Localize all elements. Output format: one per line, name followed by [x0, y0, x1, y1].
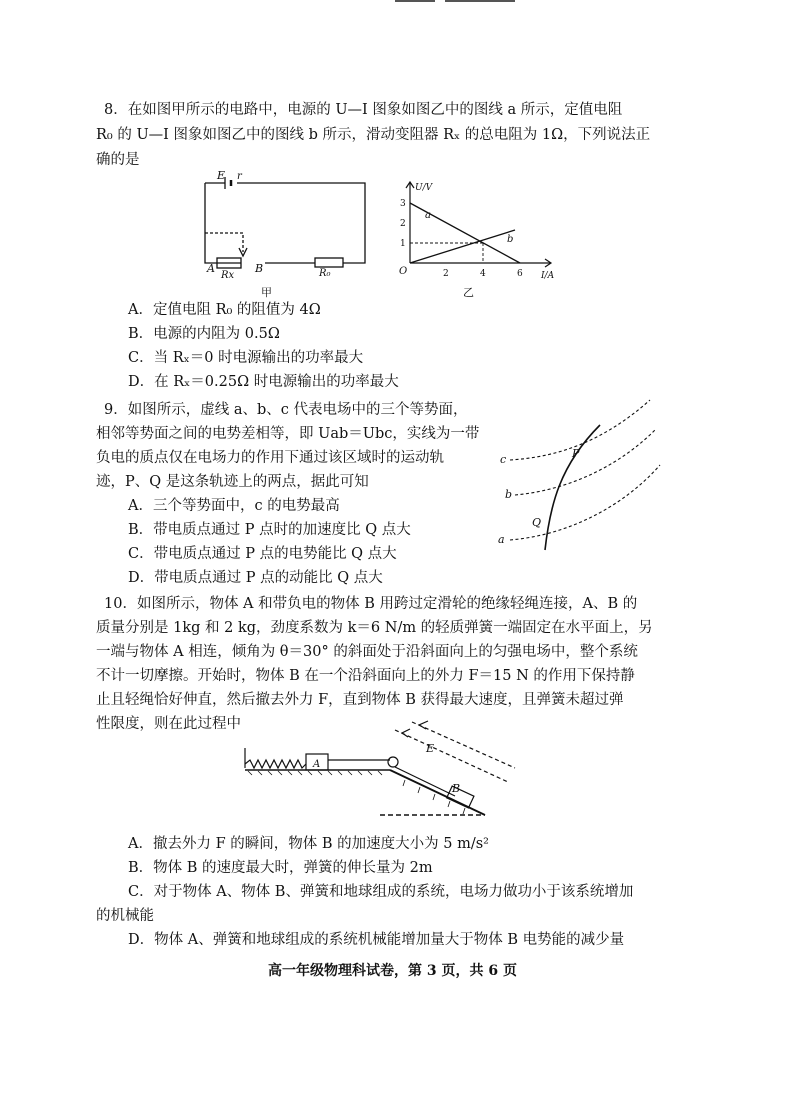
q10-option-d: D．物体 A、弹簧和地球组成的系统机械能增加量大于物体 B 电势能的减少量 [128, 932, 625, 948]
q10-stem-line-2: 质量分别是 1kg 和 2 kg，劲度系数为 k＝6 N/m 的轻质弹簧一端固定在水平面上，另 [96, 620, 653, 636]
q10-stem-line-3: 一端与物体 A 相连，倾角为 θ＝30° 的斜面处于沿斜面向上的匀强电场中，整个系统 [96, 644, 638, 660]
graph-origin: O [399, 266, 408, 277]
q9-option-d: D．带电质点通过 P 点的动能比 Q 点大 [128, 570, 383, 586]
q8-stem-line-2: R₀ 的 U—I 图象如图乙中的图线 b 所示，滑动变阻器 Rₓ 的总电阻为 1Ω，下列说法正 [96, 127, 651, 143]
q9-option-b: B．带电质点通过 P 点时的加速度比 Q 点大 [128, 522, 411, 538]
q10-stem-line-6: 性限度，则在此过程中 [96, 716, 241, 732]
q10-option-c-line-1: C．对于物体 A、物体 B、弹簧和地球组成的系统，电场力做功小于该系统增加 [128, 884, 634, 900]
q9-stem-line-1: 9．如图所示，虚线 a、b、c 代表电场中的三个等势面， [104, 402, 468, 418]
block-label-a: A [313, 759, 321, 770]
graph-xtick: 4 [480, 269, 486, 279]
circuit-label-a: A [207, 262, 215, 275]
circuit-label-b: B [255, 262, 264, 275]
scan-mark [445, 0, 515, 2]
surface-label-b: b [505, 488, 513, 501]
q9-stem-line-3: 负电的质点仅在电场力的作用下通过该区域时的运动轨 [96, 450, 444, 466]
block-label-b: B [452, 782, 461, 795]
graph-caption: 乙 [463, 286, 474, 299]
q8-option-c: C．当 Rₓ＝0 时电源输出的功率最大 [128, 350, 364, 366]
q8-stem-line-1: 8．在如图甲所示的电路中，电源的 U—I 图象如图乙中的图线 a 所示，定值电阻 [104, 102, 623, 118]
point-label-q: Q [532, 516, 542, 529]
graph-xtick: 2 [443, 269, 449, 279]
q9-stem-line-2: 相邻等势面之间的电势差相等，即 Uab＝Ubc，实线为一带 [96, 426, 480, 442]
graph-line-b-label: b [507, 234, 514, 245]
q10-option-a: A．撤去外力 F 的瞬间，物体 B 的加速度大小为 5 m/s² [128, 836, 489, 852]
graph-xlabel: I/A [541, 271, 555, 281]
q8-option-d: D．在 Rₓ＝0.25Ω 时电源输出的功率最大 [128, 374, 399, 390]
graph-line-a-label: a [425, 210, 431, 221]
circuit-caption: 甲 [261, 286, 272, 299]
graph-ylabel: U/V [415, 183, 433, 193]
point-label-p: P [572, 447, 580, 460]
q8-stem-line-3: 确的是 [96, 152, 140, 168]
q8-ui-graph [395, 178, 565, 298]
page-footer: 高一年级物理科试卷，第 3 页，共 6 页 [268, 963, 517, 979]
q9-equipotential-figure [490, 395, 670, 570]
q9-option-a: A．三个等势面中，c 的电势最高 [128, 498, 340, 514]
q10-stem-line-4: 不计一切摩擦。开始时，物体 B 在一个沿斜面向上的外力 F＝15 N 的作用下保持静 [96, 668, 635, 684]
surface-label-c: c [500, 453, 507, 466]
circuit-label-r: r [237, 171, 242, 182]
q9-option-c: C．带电质点通过 P 点的电势能比 Q 点大 [128, 546, 397, 562]
q8-circuit-diagram [195, 168, 395, 298]
graph-xtick: 6 [517, 269, 523, 279]
graph-ytick: 3 [400, 199, 406, 209]
field-label-e: E [426, 742, 435, 755]
circuit-label-rx: Rx [221, 270, 235, 281]
circuit-label-e: E [217, 169, 226, 182]
q8-option-a: A．定值电阻 R₀ 的阻值为 4Ω [128, 302, 321, 318]
q8-option-b: B．电源的内阻为 0.5Ω [128, 326, 280, 342]
q9-stem-line-4: 迹，P、Q 是这条轨迹上的两点，据此可知 [96, 474, 369, 490]
q10-option-c-line-2: 的机械能 [96, 908, 154, 924]
q10-stem-line-1: 10．如图所示，物体 A 和带负电的物体 B 用跨过定滑轮的绝缘轻绳连接，A、B 的 [104, 596, 638, 612]
graph-ytick: 2 [400, 219, 406, 229]
q10-stem-line-5: 止且轻绳恰好伸直，然后撤去外力 F，直到物体 B 获得最大速度，且弹簧未超过弹 [96, 692, 624, 708]
surface-label-a: a [498, 533, 505, 546]
scan-mark [395, 0, 435, 2]
circuit-label-r0: R₀ [319, 268, 331, 279]
q10-incline-figure [240, 720, 520, 820]
q10-option-b: B．物体 B 的速度最大时，弹簧的伸长量为 2m [128, 860, 433, 876]
graph-ytick: 1 [400, 239, 406, 249]
